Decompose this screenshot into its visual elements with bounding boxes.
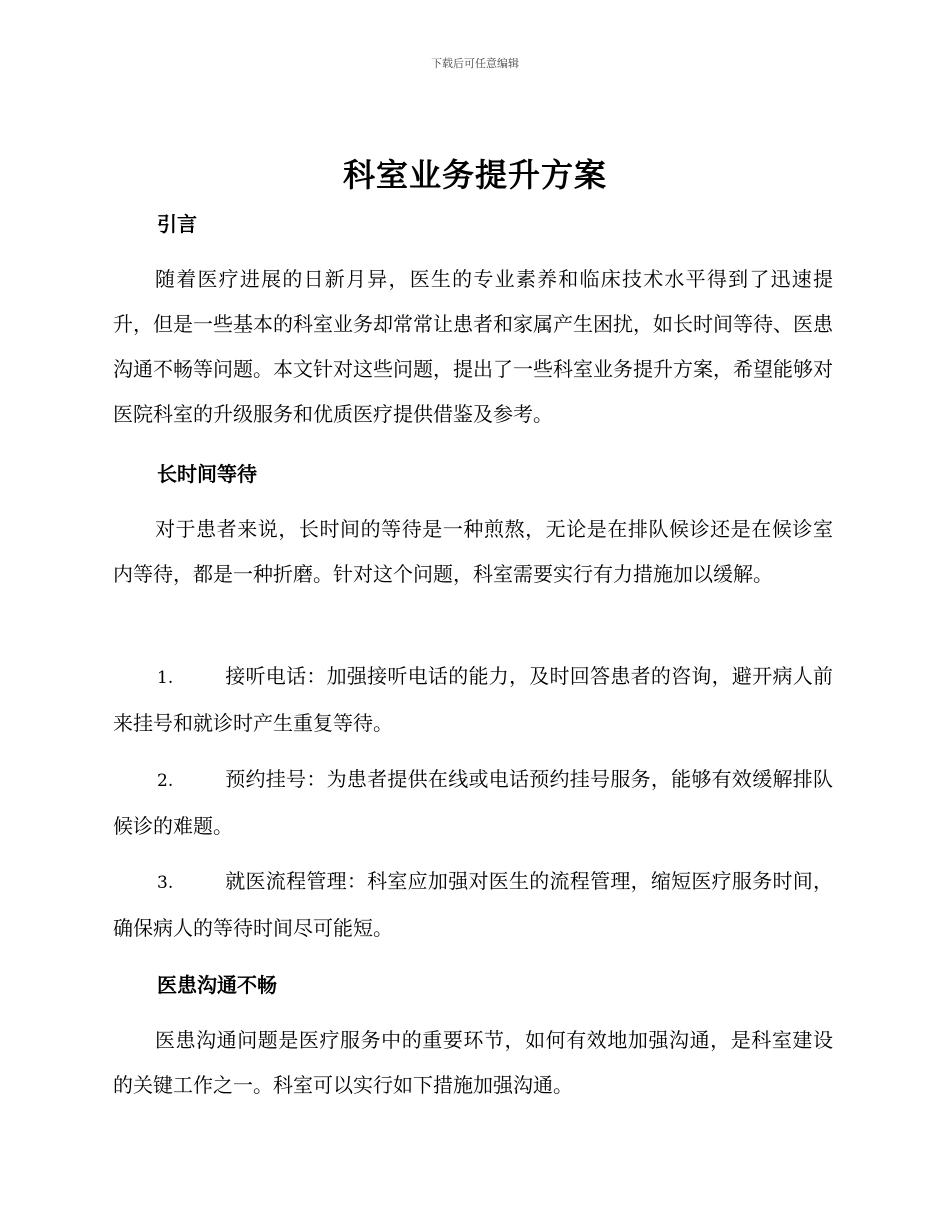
list-number: 2.: [157, 771, 174, 791]
list-item-text: 接听电话：加强接听电话的能力，及时回答患者的咨询，避开病人前来挂号和就诊时产生重复等待。: [113, 664, 833, 735]
list-number: 1.: [157, 668, 174, 688]
list-number: 3.: [157, 873, 174, 893]
section-heading-intro: 引言: [157, 212, 197, 236]
list-item-text: 就医流程管理：科室应加强对医生的流程管理，缩短医疗服务时间，确保病人的等待时间尽可能短。: [113, 869, 833, 940]
list-item-3: [113, 859, 833, 951]
page-header-note: 下载后可任意编辑: [431, 57, 519, 70]
section-heading-waiting: 长时间等待: [157, 462, 257, 486]
list-item-text: 预约挂号：为患者提供在线或电话预约挂号服务，能够有效缓解排队候诊的难题。: [113, 767, 833, 838]
waiting-paragraph: 对于患者来说，长时间的等待是一种煎熬，无论是在排队候诊还是在候诊室内等待，都是一种折磨。针对这个问题，科室需要实行有力措施加以缓解。: [113, 517, 833, 586]
section-heading-communication: 医患沟通不畅: [157, 973, 277, 997]
communication-paragraph: 医患沟通问题是医疗服务中的重要环节，如何有效地加强沟通，是科室建设的关键工作之一。科室可以实行如下措施加强沟通。: [113, 1028, 833, 1097]
list-item-2: [113, 757, 833, 849]
intro-paragraph: 随着医疗进展的日新月异，医生的专业素养和临床技术水平得到了迅速提升，但是一些基本的科室业务却常常让患者和家属产生困扰，如长时间等待、医患沟通不畅等问题。本文针对这些问题，提出了一些科室业务提升方案，希望能够对医院科室的升级服务和优质医疗提供借鉴及参考。: [113, 267, 833, 426]
document-title: 科室业务提升方案: [342, 156, 607, 194]
list-item-1: [113, 654, 833, 746]
